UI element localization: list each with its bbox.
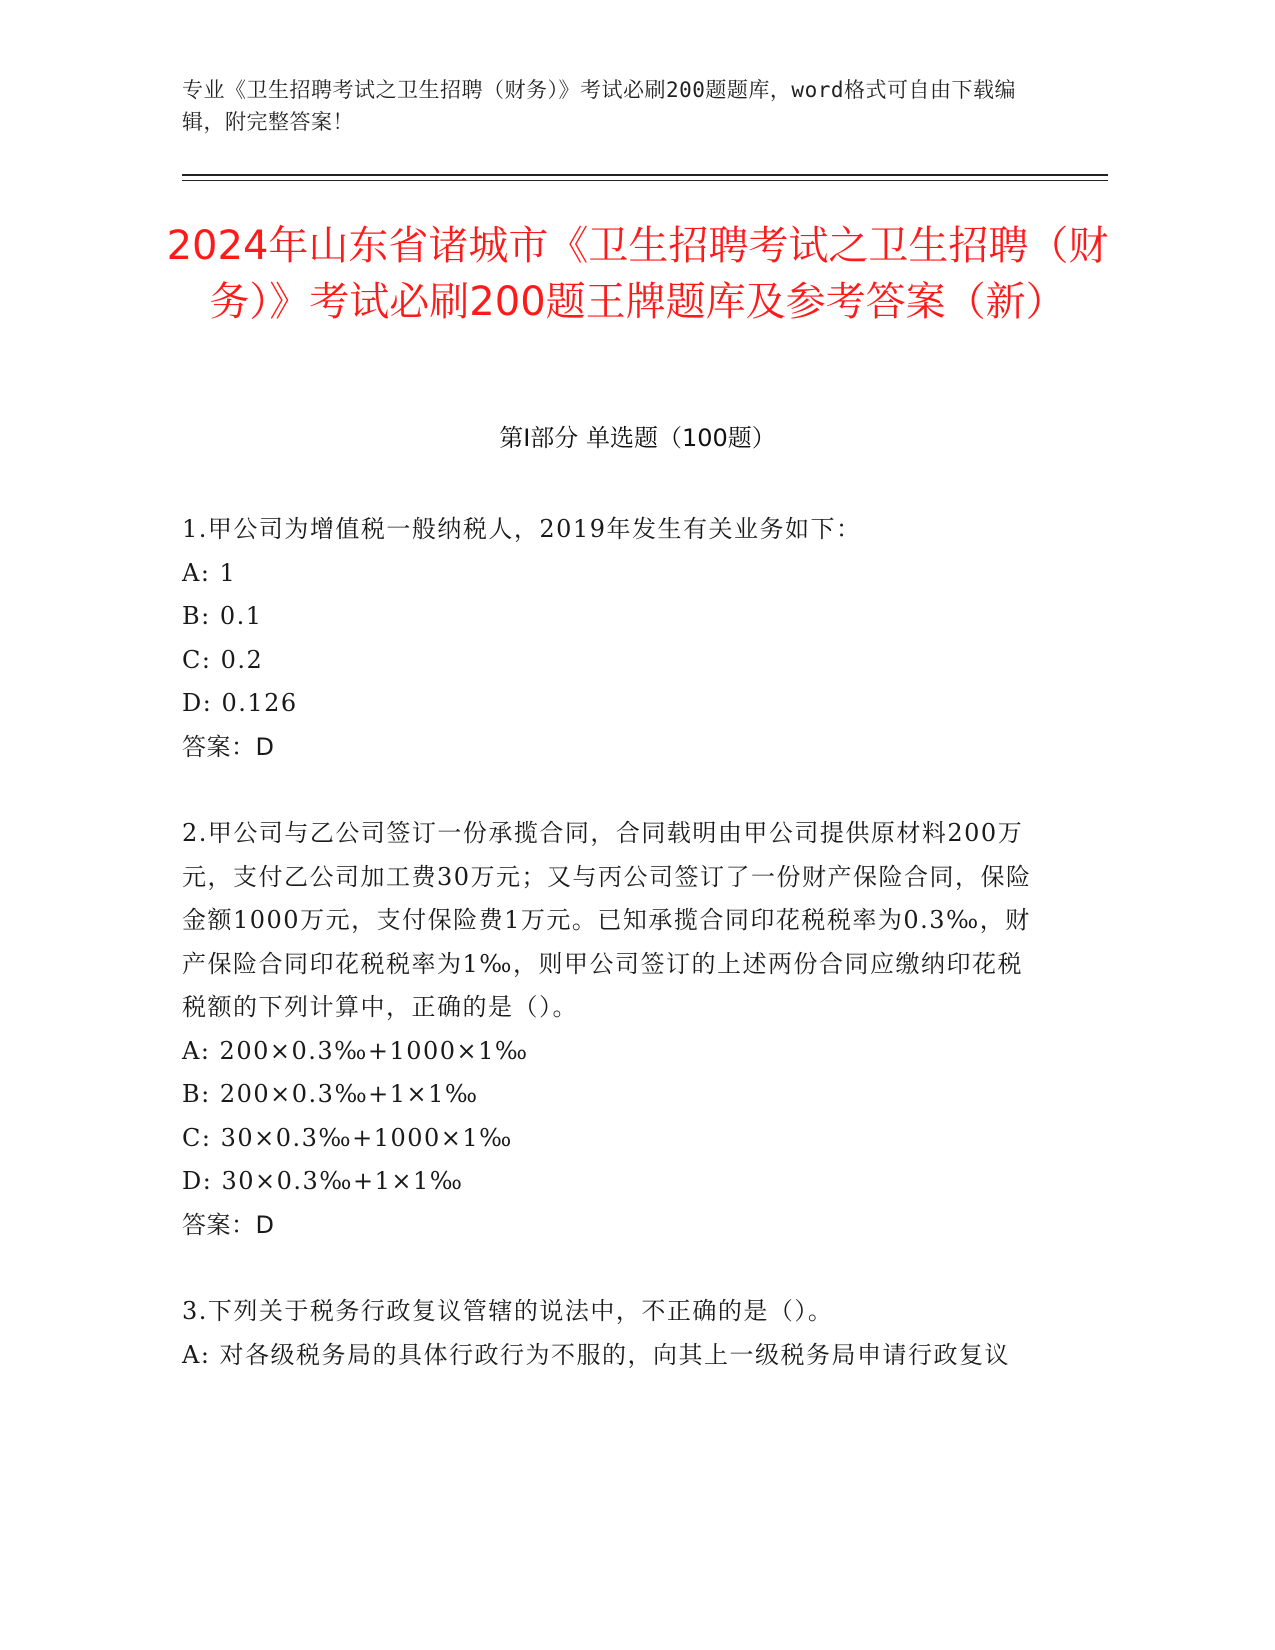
option-b: B: 0.1 xyxy=(182,602,263,630)
section-heading: 第I部分 单选题（100题） xyxy=(499,424,776,452)
question-stem: 2.甲公司与乙公司签订一份承揽合同，合同载明由甲公司提供原材料200万元，支付乙公司加工费30万元；又与丙公司签订了一份财产保险合同，保险金额1000万元，支付保险费1万元。已知承揽合同印花税税率为0.3‰，财产保险合同印花税税率为1‰，则甲公司签订的上述两份合同应缴纳印花税税额的下列计算中，正确的是（）。 xyxy=(182,819,1032,1021)
option-d: D: 0.126 xyxy=(182,689,298,717)
option-a: A: 对各级税务局的具体行政行为不服的，向其上一级税务局申请行政复议 xyxy=(182,1340,1011,1369)
question-2 xyxy=(182,812,1042,1247)
option-d: D: 30×0.3‰+1×1‰ xyxy=(182,1167,464,1195)
answer-line: 答案：D xyxy=(182,1210,275,1239)
header-note: 专业《卫生招聘考试之卫生招聘（财务）》考试必刷200题题库，word格式可自由下载编辑，附完整答案！ xyxy=(182,78,1016,134)
option-b: B: 200×0.3‰+1×1‰ xyxy=(182,1080,479,1108)
answer-line: 答案：D xyxy=(182,732,275,761)
option-c: C: 30×0.3‰+1000×1‰ xyxy=(182,1123,513,1152)
question-1 xyxy=(182,508,1042,769)
document-title: 2024年山东省诸城市《卫生招聘考试之卫生招聘（财务）》考试必刷200题王牌题库及参考答案（新） xyxy=(166,223,1109,325)
header-divider-thin xyxy=(182,180,1108,181)
question-stem: 1.甲公司为增值税一般纳税人，2019年发生有关业务如下： xyxy=(182,515,862,543)
question-spacer xyxy=(182,769,1042,812)
question-spacer xyxy=(182,1247,1042,1290)
question-3 xyxy=(182,1290,1042,1377)
option-c: C: 0.2 xyxy=(182,645,264,674)
header-divider-thick xyxy=(182,174,1108,176)
question-list xyxy=(182,508,1042,1377)
question-stem: 3.下列关于税务行政复议管辖的说法中，不正确的是（）。 xyxy=(182,1297,834,1325)
option-a: A: 1 xyxy=(182,558,237,587)
option-a: A: 200×0.3‰+1000×1‰ xyxy=(182,1036,529,1065)
